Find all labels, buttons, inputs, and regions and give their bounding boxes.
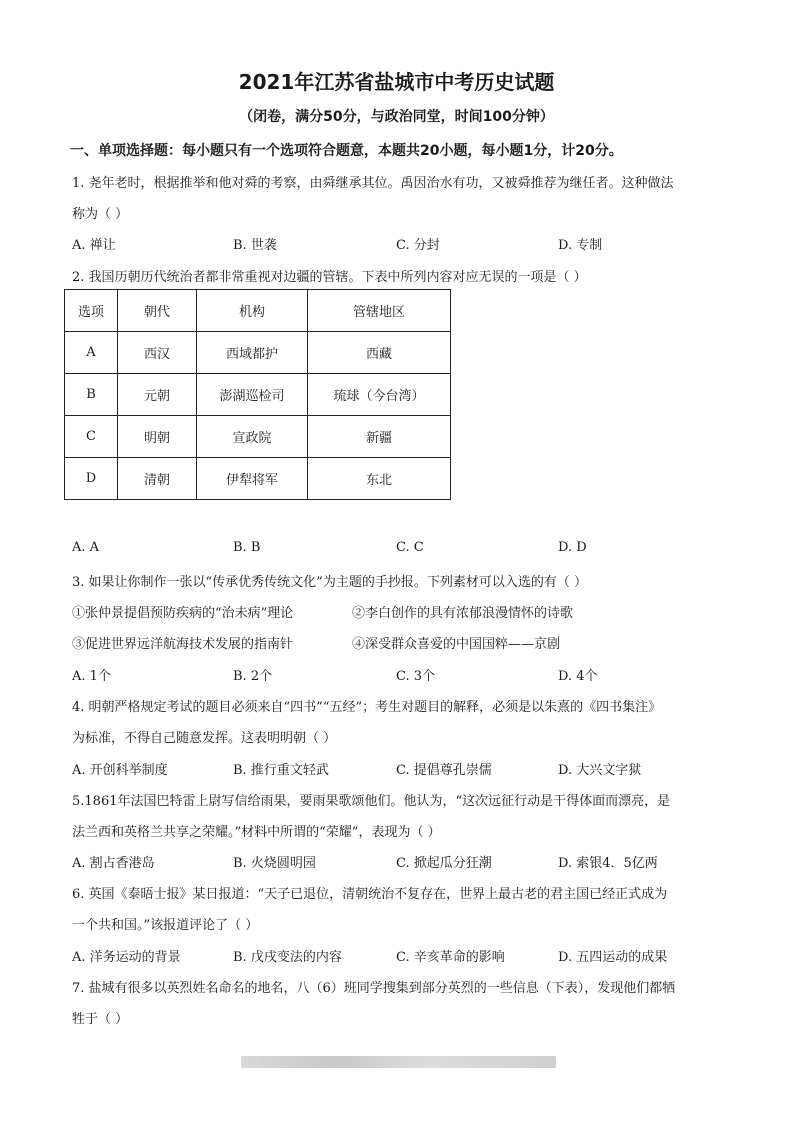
q5-option-d: D. 索银4．5亿两 bbox=[558, 856, 658, 871]
q2-option-c: C. C bbox=[396, 540, 424, 555]
q3-stem-line1: 3. 如果让你制作一张以“传承优秀传统文化”为主题的手抄报。下列素材可以入选的有（ ） bbox=[72, 575, 587, 590]
q1-stem-line1: 1. 尧年老时，根据推举和他对舜的考察，由舜继承其位。禹因治水有功，又被舜推荐为继任者。这种做法 bbox=[72, 176, 674, 191]
q4-option-c: C. 提倡尊孔崇儒 bbox=[396, 763, 492, 778]
table-row bbox=[65, 374, 451, 416]
q7-stem-line1: 7. 盐城有很多以英烈姓名命名的地名，八（6）班同学搜集到部分英烈的一些信息（下表），发现他们都牺 bbox=[72, 981, 676, 996]
q6-stem-line1: 6. 英国《泰晤士报》某日报道：“天子已退位，清朝统治不复存在，世界上最古老的君主国已经正式成为 bbox=[72, 887, 668, 902]
table-cell: D bbox=[65, 458, 118, 500]
q4-option-b: B. 推行重文轻武 bbox=[233, 763, 329, 778]
q6-option-c: C. 辛亥革命的影响 bbox=[396, 950, 505, 965]
q2-table bbox=[64, 289, 451, 500]
q4-stem-line1: 4. 明朝严格规定考试的题目必须来自“四书”“五经”；考生对题目的解释，必须是以朱熹的《四书集注》 bbox=[72, 700, 662, 715]
table-cell: C bbox=[65, 416, 118, 458]
q3-option-b: B. 2个 bbox=[233, 669, 273, 684]
table-cell: 宣政院 bbox=[197, 416, 308, 458]
table-cell: 西汉 bbox=[118, 332, 197, 374]
table-cell: 琉球（今台湾） bbox=[308, 374, 451, 416]
q5-option-a: A. 割占香港岛 bbox=[72, 856, 155, 871]
table-cell: 明朝 bbox=[118, 416, 197, 458]
q3-item-4: ④深受群众喜爱的中国国粹——京剧 bbox=[352, 637, 561, 652]
q4-option-d: D. 大兴文字狱 bbox=[558, 763, 642, 778]
table-cell: 元朝 bbox=[118, 374, 197, 416]
table-cell: 西藏 bbox=[308, 332, 451, 374]
q5-option-c: C. 掀起瓜分狂潮 bbox=[396, 856, 492, 871]
table-cell: 伊犁将军 bbox=[197, 458, 308, 500]
table-header-cell: 机构 bbox=[197, 290, 308, 332]
q5-option-b: B. 火烧圆明园 bbox=[233, 856, 316, 871]
q3-item-1: ①张仲景提倡预防疾病的“治未病”理论 bbox=[72, 606, 294, 621]
page-title: 2021年江苏省盐城市中考历史试题 bbox=[238, 70, 555, 94]
q4-stem-line2: 为标准，不得自己随意发挥。这表明明朝（ ） bbox=[72, 731, 337, 746]
table-cell: A bbox=[65, 332, 118, 374]
q4-option-a: A. 开创科举制度 bbox=[72, 763, 168, 778]
q3-option-a: A. 1个 bbox=[72, 669, 111, 684]
q6-option-a: A. 洋务运动的背景 bbox=[72, 950, 181, 965]
section-heading: 一、单项选择题：每小题只有一个选项符合题意，本题共20小题，每小题1分，计20分。 bbox=[70, 143, 623, 159]
q7-stem-line2: 牲于（ ） bbox=[72, 1012, 129, 1027]
q6-stem-line2: 一个共和国。”该报道评论了（ ） bbox=[72, 918, 259, 933]
table-cell: 西域都护 bbox=[197, 332, 308, 374]
table-cell: 澎湖巡检司 bbox=[197, 374, 308, 416]
q2-option-a: A. A bbox=[72, 540, 100, 555]
q1-option-a: A. 禅让 bbox=[72, 238, 116, 253]
q6-option-b: B. 戊戌变法的内容 bbox=[233, 950, 342, 965]
q3-item-3: ③促进世界远洋航海技术发展的指南针 bbox=[72, 637, 294, 652]
table-row bbox=[65, 416, 451, 458]
exam-subtitle: （闭卷，满分50分，与政治同堂，时间100分钟） bbox=[239, 109, 554, 125]
table-row bbox=[65, 332, 451, 374]
table-cell: B bbox=[65, 374, 118, 416]
q2-option-d: D. D bbox=[558, 540, 587, 555]
q2-stem-line1: 2. 我国历朝历代统治者都非常重视对边疆的管辖。下表中所列内容对应无误的一项是（ ） bbox=[72, 270, 587, 285]
table-cell: 清朝 bbox=[118, 458, 197, 500]
q3-option-c: C. 3个 bbox=[396, 669, 436, 684]
table-header-cell: 管辖地区 bbox=[308, 290, 451, 332]
q2-option-b: B. B bbox=[233, 540, 261, 555]
q6-option-d: D. 五四运动的成果 bbox=[558, 950, 668, 965]
q1-option-b: B. 世袭 bbox=[233, 238, 277, 253]
q1-option-d: D. 专制 bbox=[558, 238, 603, 253]
blurred-footer-watermark bbox=[241, 1056, 556, 1068]
table-cell: 东北 bbox=[308, 458, 451, 500]
q3-item-2: ②李白创作的具有浓郁浪漫情怀的诗歌 bbox=[352, 606, 574, 621]
q5-stem-line2: 法兰西和英格兰共享之荣耀。”材料中所谓的“荣耀”，表现为（ ） bbox=[72, 825, 441, 840]
table-header-row bbox=[65, 290, 451, 332]
q5-stem-line1: 5.1861年法国巴特雷上尉写信给雨果，要雨果歌颂他们。他认为，“这次远征行动是干得体面而漂亮，是 bbox=[72, 794, 671, 809]
table-cell: 新疆 bbox=[308, 416, 451, 458]
table-row bbox=[65, 458, 451, 500]
table-header-cell: 选项 bbox=[65, 290, 118, 332]
q1-option-c: C. 分封 bbox=[396, 238, 440, 253]
q1-stem-line2: 称为（ ） bbox=[72, 207, 129, 222]
table-header-cell: 朝代 bbox=[118, 290, 197, 332]
q3-option-d: D. 4个 bbox=[558, 669, 598, 684]
